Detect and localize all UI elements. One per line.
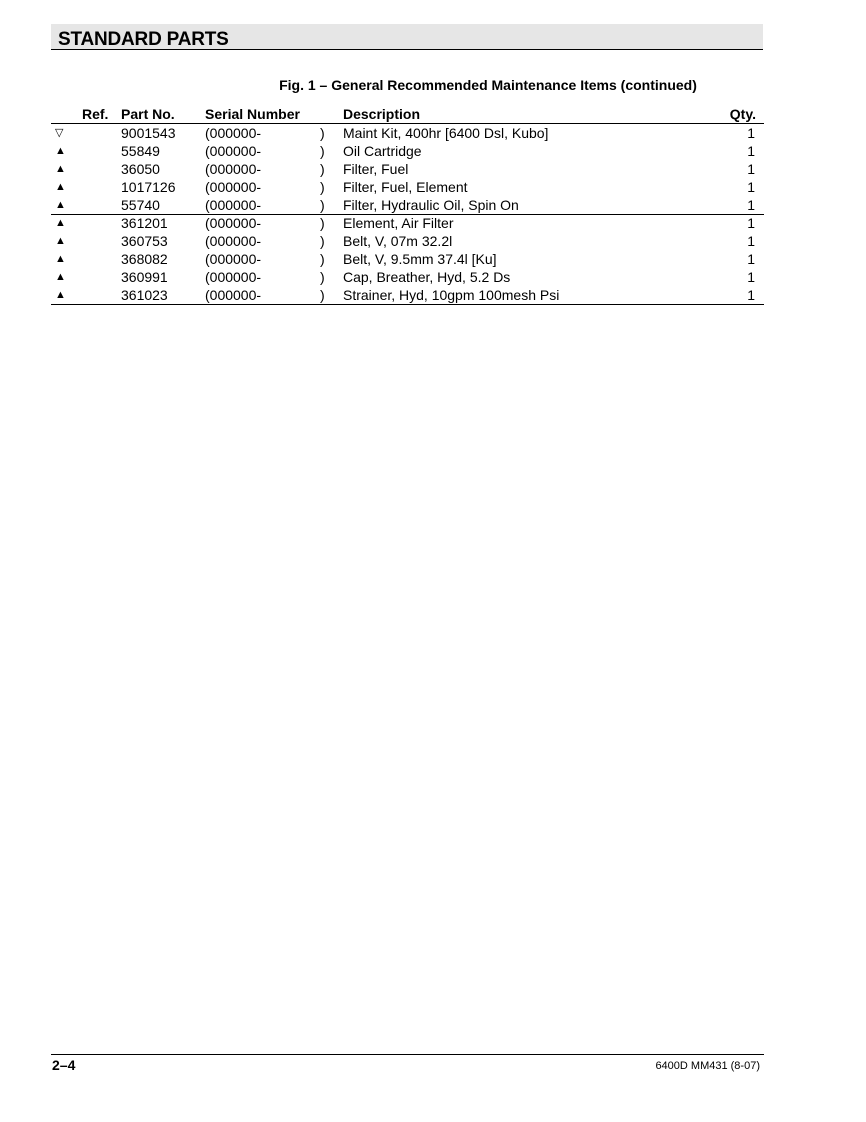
quantity: 1 [747, 125, 755, 141]
footer-rule [51, 1054, 764, 1055]
serial-number: (000000- [205, 215, 262, 231]
serial-close-paren: ) [320, 143, 325, 159]
ref-marker: ▲ [55, 217, 66, 229]
description: Oil Cartridge [343, 143, 422, 159]
serial-number: (000000- [205, 233, 262, 249]
table-row [51, 160, 764, 178]
part-number: 55849 [121, 143, 160, 159]
part-number: 36050 [121, 161, 160, 177]
ref-marker: ▲ [55, 181, 66, 193]
serial-close-paren: ) [320, 161, 325, 177]
quantity: 1 [747, 179, 755, 195]
ref-marker: ▽ [55, 127, 64, 139]
serial-number: (000000- [205, 269, 262, 285]
table-row [51, 268, 764, 286]
ref-marker: ▲ [55, 289, 66, 301]
description: Maint Kit, 400hr [6400 Dsl, Kubo] [343, 125, 549, 141]
table-row [51, 178, 764, 196]
quantity: 1 [747, 197, 755, 213]
table-row [51, 214, 764, 232]
serial-close-paren: ) [320, 269, 325, 285]
ref-marker: ▲ [55, 199, 66, 211]
serial-number: (000000- [205, 179, 262, 195]
part-number: 368082 [121, 251, 168, 267]
table-row [51, 124, 764, 142]
table-row [51, 142, 764, 160]
description: Element, Air Filter [343, 215, 454, 231]
description: Filter, Fuel, Element [343, 179, 468, 195]
serial-close-paren: ) [320, 125, 325, 141]
description: Filter, Hydraulic Oil, Spin On [343, 197, 519, 213]
serial-close-paren: ) [320, 233, 325, 249]
figure-title-wrap [0, 77, 866, 94]
section-title: STANDARD PARTS [58, 29, 229, 50]
quantity: 1 [747, 287, 755, 303]
table-row [51, 286, 764, 305]
quantity: 1 [747, 269, 755, 285]
serial-close-paren: ) [320, 287, 325, 303]
part-number: 1017126 [121, 179, 176, 195]
quantity: 1 [747, 215, 755, 231]
table-row [51, 196, 764, 214]
description: Belt, V, 07m 32.2l [343, 233, 453, 249]
serial-number: (000000- [205, 251, 262, 267]
description: Filter, Fuel [343, 161, 409, 177]
serial-number: (000000- [205, 287, 262, 303]
document-code: 6400D MM431 (8-07) [655, 1060, 760, 1072]
part-number: 9001543 [121, 125, 176, 141]
header-part-no: Part No. [121, 106, 175, 122]
part-number: 360991 [121, 269, 168, 285]
part-number: 360753 [121, 233, 168, 249]
header-description: Description [343, 106, 421, 122]
ref-marker: ▲ [55, 253, 66, 265]
serial-close-paren: ) [320, 215, 325, 231]
table-body [51, 124, 764, 305]
part-number: 361023 [121, 287, 168, 303]
serial-number: (000000- [205, 161, 262, 177]
description: Strainer, Hyd, 10gpm 100mesh Psi [343, 287, 560, 303]
ref-marker: ▲ [55, 163, 66, 175]
table-header-row [51, 106, 764, 124]
ref-marker: ▲ [55, 145, 66, 157]
description: Belt, V, 9.5mm 37.4l [Ku] [343, 251, 497, 267]
serial-number: (000000- [205, 125, 262, 141]
ref-marker: ▲ [55, 271, 66, 283]
serial-close-paren: ) [320, 179, 325, 195]
description: Cap, Breather, Hyd, 5.2 Ds [343, 269, 511, 285]
ref-marker: ▲ [55, 235, 66, 247]
serial-close-paren: ) [320, 197, 325, 213]
quantity: 1 [747, 251, 755, 267]
quantity: 1 [747, 161, 755, 177]
page-number: 2–4 [52, 1057, 76, 1073]
table-row [51, 232, 764, 250]
table-row [51, 250, 764, 268]
part-number: 55740 [121, 197, 160, 213]
header-qty: Qty. [729, 106, 756, 122]
parts-table [51, 106, 764, 305]
serial-number: (000000- [205, 197, 262, 213]
header-serial-number: Serial Number [205, 106, 300, 122]
section-header-bar [51, 24, 763, 50]
serial-number: (000000- [205, 143, 262, 159]
quantity: 1 [747, 143, 755, 159]
part-number: 361201 [121, 215, 168, 231]
quantity: 1 [747, 233, 755, 249]
header-ref: Ref. [82, 106, 109, 122]
serial-close-paren: ) [320, 251, 325, 267]
figure-title: Fig. 1 – General Recommended Maintenance Items (continued) [279, 77, 697, 93]
